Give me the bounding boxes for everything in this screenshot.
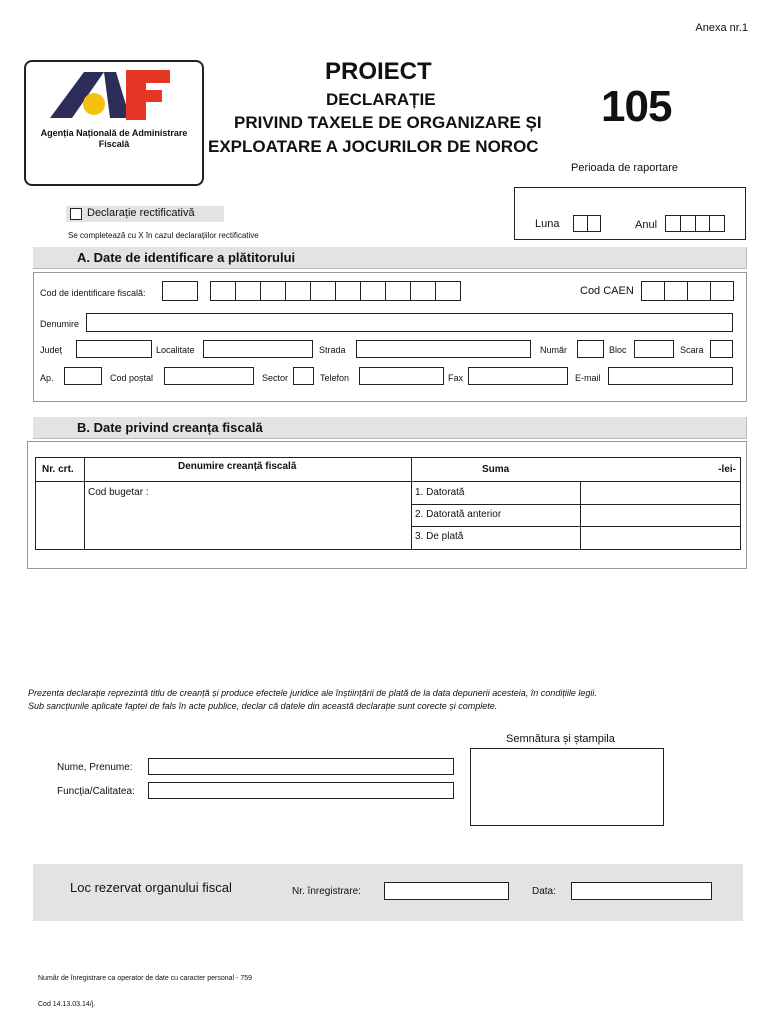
year-label: Anul [635, 219, 658, 231]
registration-label: Nr. înregistrare: [292, 886, 361, 897]
bloc-label: Bloc [609, 345, 627, 355]
caen-label: Cod CAEN [580, 285, 634, 297]
fiscal-office-label: Loc rezervat organului fiscal [70, 880, 232, 895]
title-line3: EXPLOATARE A JOCURILOR DE NOROC [208, 137, 539, 156]
function-input[interactable] [148, 782, 454, 799]
de-plata-input[interactable] [581, 527, 740, 549]
cif-input[interactable] [210, 281, 461, 301]
cif-prefix-input[interactable] [162, 281, 198, 301]
scara-input[interactable] [710, 340, 733, 358]
form-code: Cod 14.13.03.14/j. [38, 1001, 96, 1008]
localitate-input[interactable] [203, 340, 313, 358]
name-input[interactable] [148, 758, 454, 775]
rectificativa-label: Declarație rectificativă [87, 207, 195, 219]
signature-box[interactable] [470, 748, 664, 826]
title-line2: PRIVIND TAXELE DE ORGANIZARE ȘI [234, 113, 542, 132]
form-number: 105 [601, 82, 672, 131]
row-de-plata-label: 3. De plată [415, 531, 464, 542]
registration-input[interactable] [384, 882, 509, 900]
datorata-anterior-input[interactable] [581, 505, 740, 526]
creanta-table [35, 457, 741, 550]
sector-label: Sector [262, 373, 289, 383]
col-denumire-header: Denumire creanță fiscală [178, 461, 297, 472]
section-b-header [33, 417, 747, 439]
localitate-label: Localitate [156, 345, 195, 355]
strada-label: Strada [319, 345, 346, 355]
caen-input[interactable] [641, 281, 734, 301]
row-datorata-anterior-label: 2. Datorată anterior [415, 509, 502, 520]
section-a-header [33, 247, 747, 269]
numar-label: Număr [540, 345, 568, 355]
anaf-logo-icon [46, 66, 186, 124]
agency-name: Agenția Națională de Administrare Fiscală [40, 128, 188, 149]
rectificativa-checkbox[interactable] [70, 208, 82, 220]
date-label: Data: [532, 886, 556, 897]
cod-postal-label: Cod poștal [110, 373, 154, 383]
email-label: E-mail [575, 373, 601, 383]
ap-input[interactable] [64, 367, 102, 385]
telefon-label: Telefon [320, 373, 350, 383]
page-title: DECLARAȚIE [326, 90, 436, 109]
annex-label: Anexa nr.1 [695, 22, 748, 34]
judet-input[interactable] [76, 340, 152, 358]
section-a-frame [33, 272, 747, 402]
section-b-title: B. Date privind creanța fiscală [77, 420, 263, 435]
strada-input[interactable] [356, 340, 531, 358]
function-label: Funcția/Calitatea: [57, 786, 135, 797]
signature-label: Semnătura și ștampila [506, 733, 615, 745]
month-label: Luna [535, 218, 560, 230]
denumire-input[interactable] [86, 313, 733, 332]
row-datorata-label: 1. Datorată [415, 487, 465, 498]
fax-label: Fax [448, 373, 464, 383]
section-a-title: A. Date de identificare a plătitorului [77, 250, 296, 265]
rectificativa-note: Se completează cu X în cazul declarațiilor rectificative [68, 231, 259, 240]
fax-input[interactable] [468, 367, 568, 385]
declaration-line1: Prezenta declarație reprezintă titlu de creanță și produce efectele juridice ale înștiințării de plată de la data depunerii acesteia, în condițiile legii. [28, 688, 597, 698]
draft-title: PROIECT [325, 58, 432, 85]
numar-input[interactable] [577, 340, 604, 358]
section-b-frame [27, 441, 747, 569]
email-input[interactable] [608, 367, 733, 385]
reporting-period-box [514, 187, 746, 240]
operator-note: Număr de înregistrare ca operator de date cu caracter personal - 759 [38, 975, 253, 982]
month-input[interactable] [573, 215, 601, 232]
cod-postal-input[interactable] [164, 367, 254, 385]
sector-input[interactable] [293, 367, 314, 385]
col-suma-header: Suma [482, 464, 510, 475]
cif-label: Cod de identificare fiscală: [40, 288, 146, 298]
bloc-input[interactable] [634, 340, 674, 358]
agency-logo-box [24, 60, 204, 186]
name-label: Nume, Prenume: [57, 762, 133, 773]
datorata-input[interactable] [581, 481, 740, 504]
judet-label: Județ [40, 345, 63, 355]
telefon-input[interactable] [359, 367, 444, 385]
ap-label: Ap. [40, 373, 54, 383]
year-input[interactable] [665, 215, 725, 232]
date-input[interactable] [571, 882, 712, 900]
currency-label: -lei- [718, 464, 736, 475]
declaration-line2: Sub sancțiunile aplicate faptei de fals în acte publice, declar că datele din această declarație sunt corecte și complete. [28, 701, 498, 711]
scara-label: Scara [680, 345, 704, 355]
denumire-label: Denumire [40, 319, 80, 329]
cod-bugetar-label: Cod bugetar : [88, 487, 149, 498]
period-label: Perioada de raportare [571, 162, 679, 174]
col-nr-header: Nr. crt. [42, 464, 74, 475]
